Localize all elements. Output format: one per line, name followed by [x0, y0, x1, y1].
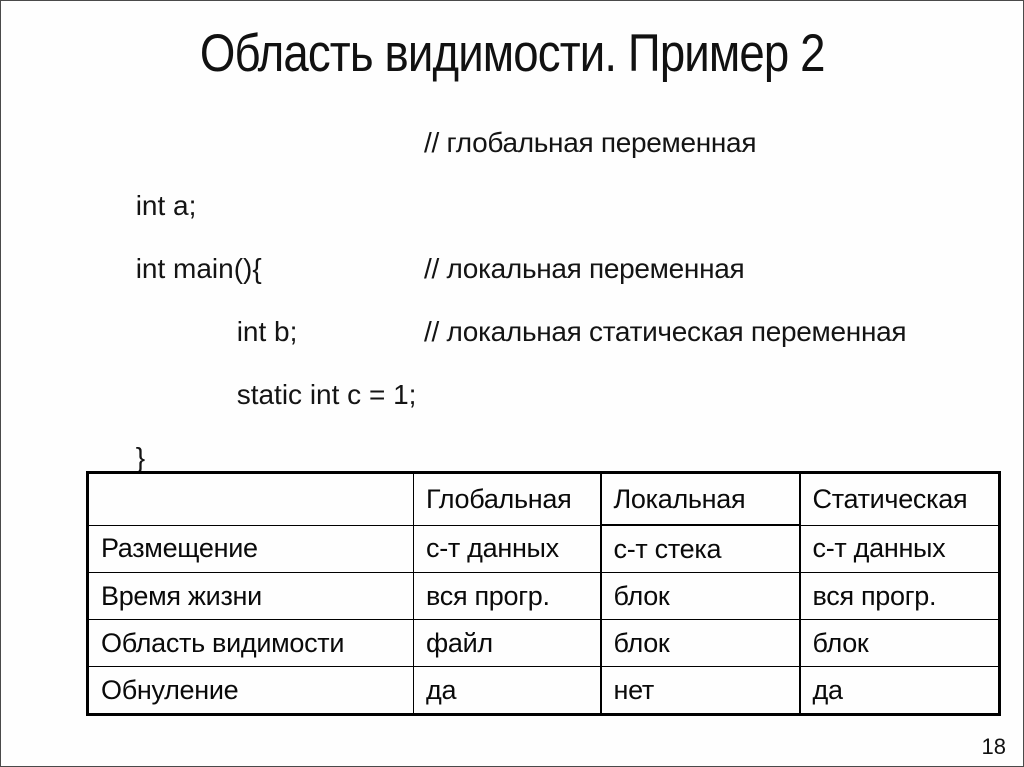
code-line [89, 363, 999, 473]
table-row [88, 667, 1000, 715]
table-cell: да [800, 667, 1000, 715]
slide-title: Область видимости. Пример 2 [199, 24, 825, 83]
table-cell: вся прогр. [414, 573, 601, 620]
slide-title-container [1, 24, 1023, 83]
code-line [89, 111, 999, 221]
table-cell: с-т данных [800, 525, 1000, 573]
code-text: int b; [236, 316, 298, 347]
table-cell: с-т данных [414, 525, 601, 573]
page-number: 18 [981, 734, 1006, 759]
table-cell: вся прогр. [800, 573, 1000, 620]
table-row [88, 573, 1000, 620]
table-header-static: Статическая [800, 473, 1000, 526]
table-cell: файл [414, 620, 601, 667]
row-label: Обнуление [88, 667, 414, 715]
code-block [89, 111, 999, 473]
code-text: static int c = 1; [236, 379, 417, 410]
scope-comparison-table [86, 471, 1001, 716]
code-text: int a; [135, 190, 197, 221]
table-cell: да [414, 667, 601, 715]
code-text: } [135, 442, 146, 473]
table-header-row [88, 473, 1000, 526]
row-label: Область видимости [88, 620, 414, 667]
code-text: int main(){ [135, 253, 262, 284]
table-cell: блок [601, 573, 800, 620]
table-cell: блок [601, 620, 800, 667]
row-label: Время жизни [88, 573, 414, 620]
table-header-empty [88, 473, 414, 526]
table-header-local: Локальная [601, 473, 800, 526]
table-cell: нет [601, 667, 800, 715]
table-header-global: Глобальная [414, 473, 601, 526]
table-row [88, 525, 1000, 573]
code-comment: // локальная статическая переменная [424, 316, 907, 347]
row-label: Размещение [88, 525, 414, 573]
code-comment: // локальная переменная [424, 253, 745, 284]
table-row [88, 620, 1000, 667]
table-cell: блок [800, 620, 1000, 667]
table-cell: с-т стека [601, 525, 800, 573]
code-line [89, 300, 999, 410]
code-comment: // глобальная переменная [424, 127, 757, 158]
